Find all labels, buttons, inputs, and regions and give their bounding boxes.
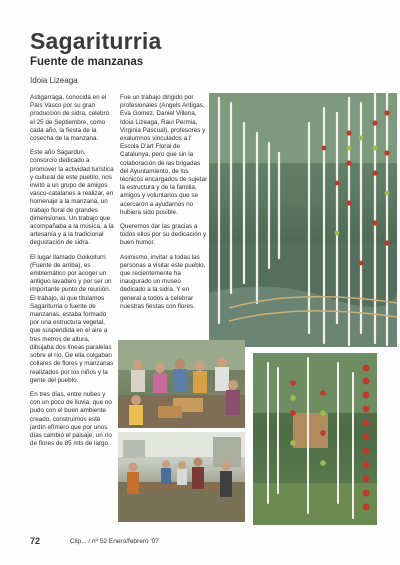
paragraph: Astigarraga, conocida en el País Vasco por su gran producción de sidra, celebró el 25 de Septiembre, como cada año, la fiesta de la cosecha de la manzana. — [30, 94, 110, 143]
page-number: 72 — [30, 536, 41, 546]
text-column-2 — [120, 94, 208, 317]
photo-apple-garlands-garden — [253, 353, 377, 525]
tables-illustration — [118, 432, 245, 522]
flower-strands-illustration — [209, 93, 397, 347]
photo-flower-strands-river — [209, 93, 397, 347]
article-subtitle: Fuente de manzanas — [30, 56, 144, 68]
apple-garlands-illustration — [253, 353, 377, 525]
paragraph: En tres días, entre nubes y con un poco de lluvia, que no pudo con el buen ambiente creado, construimos este jardín efímero que por unos días cambió el paisaje, un río de flores de 85 mts de largo. — [30, 390, 112, 448]
paragraph: El lugar llamado Goikoiturri (Fuente de arriba), es emblemático por acoger un antiguo lavadero y por ser un importante punto de reunión. El trabajo, al que titulamos Sagariturria o fuente de manzanas, estaba formado por una estructura vegetal, que suspendida en el aire a tres metros de altura, dibujaba dos líneas paralelas sobre el río. De ella colgaban collares de flores y manzanas realizados por los niños y la gente del pueblo. — [30, 253, 114, 384]
article-author: Idoia Lizeaga — [30, 76, 78, 85]
magazine-issue: Clip... / nº 52 Enero/febrero '07 — [70, 538, 159, 545]
photo-people-at-tables — [118, 432, 245, 522]
volunteers-illustration — [118, 340, 245, 428]
text-column-1 — [30, 94, 114, 454]
paragraph: Queremos dar las gracias a todos ellos por su dedicación y buen humor. — [120, 223, 207, 247]
paragraph: Asimismo, invitar a todas las personas a visitar este pueblo, que recientemente ha inaugurado un museo dedicado a la sidra. Y en general a todos a celebrar nuestras fiestas con flores. — [120, 253, 206, 310]
paragraph: Fue un trabajo dirigido por profesionales (Angels Antigas, Eva Gomez, Daniel Villena, Idoia Lizeaga, Raul Permia, Virginia Pascual), profesores y exalumnos vinculados a l' Escola D'art Floral de Catalunya, pero que sin la colaboración de las brigadas del Ayuntamiento, de los técnicos encargados de sujetar la estructura y de la familia, amigos y voluntarios que se acercaron a ayudarnos no hubiera sido posible. — [120, 94, 208, 216]
photo-volunteers-making-garlands — [118, 340, 245, 428]
paragraph: Este año Sagardun, consorcio dedicado a promover la actividad turística y cultural de este pueblo, nos invitó a un grupo de amigos vasco-catalanes a realizar, en homenaje a la manzana, un trabajo floral de grandes dimensiones. Un trabajo que acompañaba a la música, a la artesanía y a la tradicional degustación de sidra. — [30, 149, 114, 247]
article-title: Sagariturria — [30, 28, 162, 54]
